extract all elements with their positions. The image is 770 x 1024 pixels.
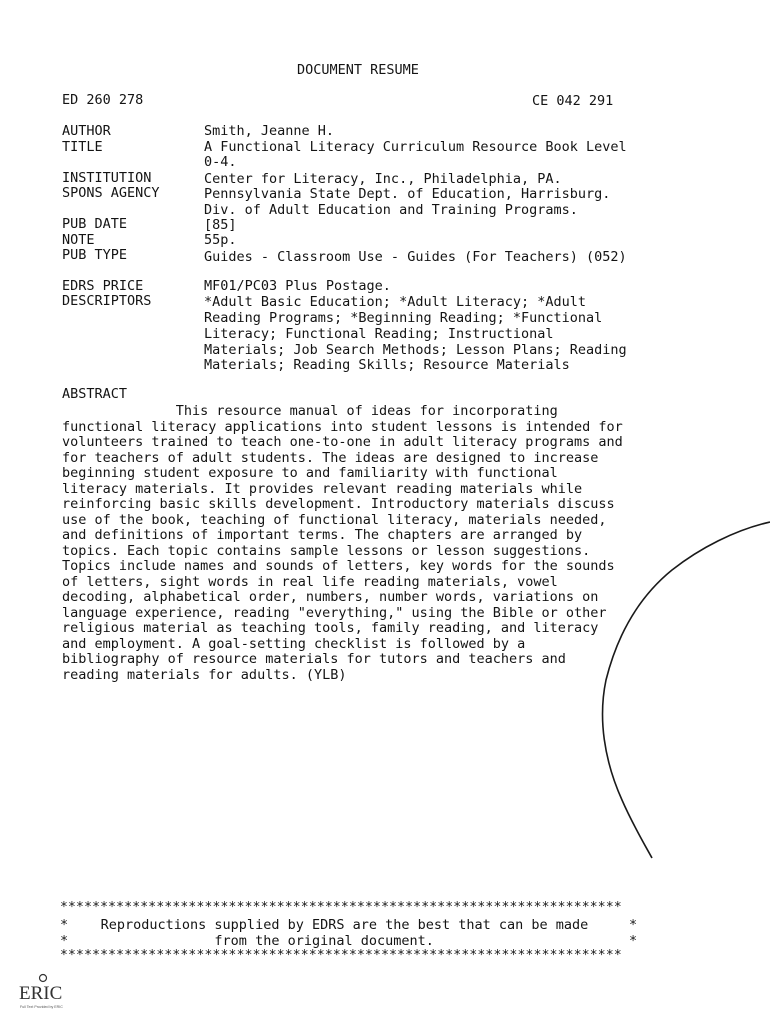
eric-logo-text: ERIC (19, 983, 63, 1004)
eric-logo (18, 972, 68, 1012)
field-value-edrs-price: MF01/PC03 Plus Postage. (204, 278, 391, 294)
field-label-pub-type: PUB TYPE (62, 247, 128, 263)
field-value-descriptors-1: *Adult Basic Education; *Adult Literacy; *Adult (204, 294, 587, 310)
abstract-line: of letters, sight words in real life reading materials, vowel (62, 573, 558, 590)
field-value-descriptors-4: Materials; Job Search Methods; Lesson Plans; Reading (204, 342, 627, 358)
field-value-spons-agency-2: Div. of Adult Education and Training Programs. (204, 202, 578, 218)
abstract-line: functional literacy applications into student lessons is intended for (62, 418, 623, 435)
abstract-line: bibliography of resource materials for tutors and teachers and (62, 651, 566, 667)
abstract-line: Topics include names and sounds of letters, key words for the sounds (62, 558, 615, 574)
abstract-body (62, 404, 702, 683)
field-label-institution: INSTITUTION (62, 170, 152, 186)
footer-stars-bottom: ********************************************************************** (60, 948, 622, 963)
footer-reproduction-line-2: * from the original document. * (60, 933, 638, 949)
ed-number: ED 260 278 (62, 92, 144, 108)
document-title: DOCUMENT RESUME (297, 62, 419, 78)
abstract-heading: ABSTRACT (62, 386, 128, 402)
field-value-pub-type: Guides - Classroom Use - Guides (For Teachers) (052) (204, 249, 627, 265)
field-label-pub-date: PUB DATE (62, 216, 128, 232)
ce-number: CE 042 291 (532, 93, 614, 109)
field-value-title-1: A Functional Literacy Curriculum Resource Book Level (204, 139, 627, 155)
abstract-line: language experience, reading "everything," using the Bible or other (62, 604, 607, 621)
abstract-line: and definitions of important terms. The chapters are arranged by (62, 527, 583, 543)
abstract-line: volunteers trained to teach one-to-one in adult literacy programs and (62, 434, 623, 450)
field-value-spons-agency-1: Pennsylvania State Dept. of Education, Harrisburg. (204, 186, 611, 202)
abstract-line: reinforcing basic skills development. Introductory materials discuss (62, 496, 615, 512)
abstract-line: topics. Each topic contains sample lessons or lesson suggestions. (62, 542, 591, 559)
abstract-line: beginning student exposure to and familiarity with functional (62, 465, 558, 481)
field-label-author: AUTHOR (62, 123, 111, 139)
abstract-line: literacy materials. It provides relevant reading materials while (62, 480, 583, 497)
field-label-title: TITLE (62, 139, 103, 155)
field-value-author: Smith, Jeanne H. (204, 123, 335, 139)
field-value-descriptors-5: Materials; Reading Skills; Resource Materials (204, 357, 570, 373)
field-label-spons-agency: SPONS AGENCY (62, 185, 160, 201)
abstract-line: decoding, alphabetical order, numbers, number words, variations on (62, 589, 599, 605)
footer-reproduction-line-1: * Reproductions supplied by EDRS are the best that can be made * (60, 917, 638, 933)
field-label-note: NOTE (62, 232, 95, 248)
field-label-descriptors: DESCRIPTORS (62, 293, 152, 309)
field-value-institution: Center for Literacy, Inc., Philadelphia, PA. (204, 171, 562, 187)
field-value-pub-date: [85] (204, 217, 237, 233)
field-label-edrs-price: EDRS PRICE (62, 278, 144, 294)
abstract-line: reading materials for adults. (YLB) (62, 666, 347, 683)
abstract-line: religious material as teaching tools, family reading, and literacy (62, 620, 599, 636)
abstract-line: This resource manual of ideas for incorporating (62, 403, 558, 419)
abstract-line: use of the book, teaching of functional literacy, materials needed, (62, 511, 607, 528)
footer-stars-top: ********************************************************************** (60, 900, 622, 915)
abstract-line: and employment. A goal-setting checklist is followed by a (62, 635, 526, 652)
field-value-title-2: 0-4. (204, 154, 237, 170)
field-value-descriptors-3: Literacy; Functional Reading; Instructional (204, 326, 554, 342)
field-value-descriptors-2: Reading Programs; *Beginning Reading; *Functional (204, 310, 603, 326)
eric-logo-subtext: Full Text Provided by ERIC (20, 1005, 63, 1009)
abstract-line: for teachers of adult students. The ideas are designed to increase (62, 449, 599, 466)
field-value-note: 55p. (204, 232, 237, 248)
